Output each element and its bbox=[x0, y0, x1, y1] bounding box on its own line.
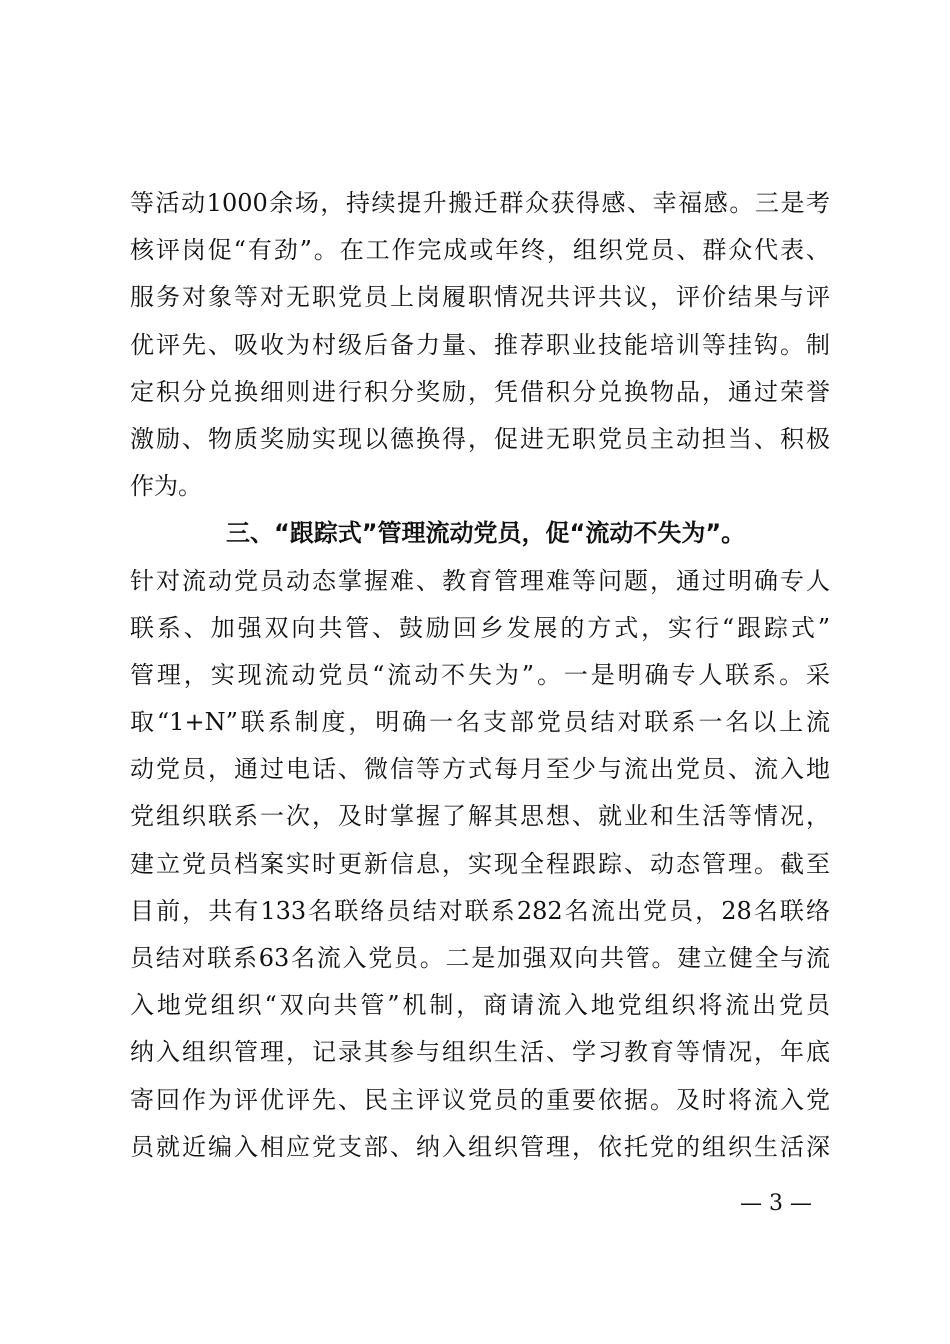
text-line-9: 针对流动党员动态掌握难、教育管理难等问题，通过明确专人 bbox=[130, 566, 830, 595]
text-line-14: 党组织联系一次，及时掌握了解其思想、就业和生活等情况， bbox=[130, 802, 830, 831]
text-line-6: 激励、物质奖励实现以德换得，促进无职党员主动担当、积极 bbox=[130, 424, 830, 453]
text-line-2: 核评岗促“有劲”。在工作完成或年终，组织党员、群众代表、 bbox=[130, 236, 830, 265]
text-line-4: 优评先、吸收为村级后备力量、推荐职业技能培训等挂钩。制 bbox=[130, 330, 830, 359]
text-line-17: 员结对联系63名流入党员。二是加强双向共管。建立健全与流 bbox=[130, 944, 830, 972]
text-line-19: 纳入组织管理，记录其参与组织生活、学习教育等情况，年底 bbox=[130, 1038, 830, 1067]
text-line-5: 定积分兑换细则进行积分奖励，凭借积分兑换物品，通过荣誉 bbox=[130, 377, 830, 406]
page-number: — 3 — bbox=[740, 1191, 812, 1216]
text-line-11: 管理，实现流动党员“流动不失为”。一是明确专人联系。采 bbox=[130, 660, 830, 689]
text-line-10: 联系、加强双向共管、鼓励回乡发展的方式，实行“跟踪式” bbox=[130, 613, 830, 642]
text-line-15: 建立党员档案实时更新信息，实现全程跟踪、动态管理。截至 bbox=[130, 849, 830, 878]
text-line-3: 服务对象等对无职党员上岗履职情况共评共议，评价结果与评 bbox=[130, 283, 830, 312]
text-line-21: 员就近编入相应党支部、纳入组织管理，依托党的组织生活深 bbox=[130, 1132, 830, 1161]
body-text bbox=[130, 180, 830, 1171]
text-line-7: 作为。 bbox=[130, 472, 202, 501]
text-line-13: 动党员，通过电话、微信等方式每月至少与流出党员、流入地 bbox=[130, 755, 830, 784]
text-line-16: 目前，共有133名联络员结对联系282名流出党员，28名联络 bbox=[130, 896, 830, 925]
section-heading: 三、“跟踪式”管理流动党员，促“流动不失为”。 bbox=[226, 519, 746, 548]
text-line-18: 入地党组织“双向共管”机制，商请流入地党组织将流出党员 bbox=[130, 991, 830, 1020]
text-line-12: 取“1+N”联系制度，明确一名支部党员结对联系一名以上流 bbox=[130, 708, 830, 737]
text-line-1: 等活动1000余场，持续提升搬迁群众获得感、幸福感。三是考 bbox=[130, 189, 830, 217]
text-line-20: 寄回作为评优评先、民主评议党员的重要依据。及时将流入党 bbox=[130, 1085, 830, 1114]
